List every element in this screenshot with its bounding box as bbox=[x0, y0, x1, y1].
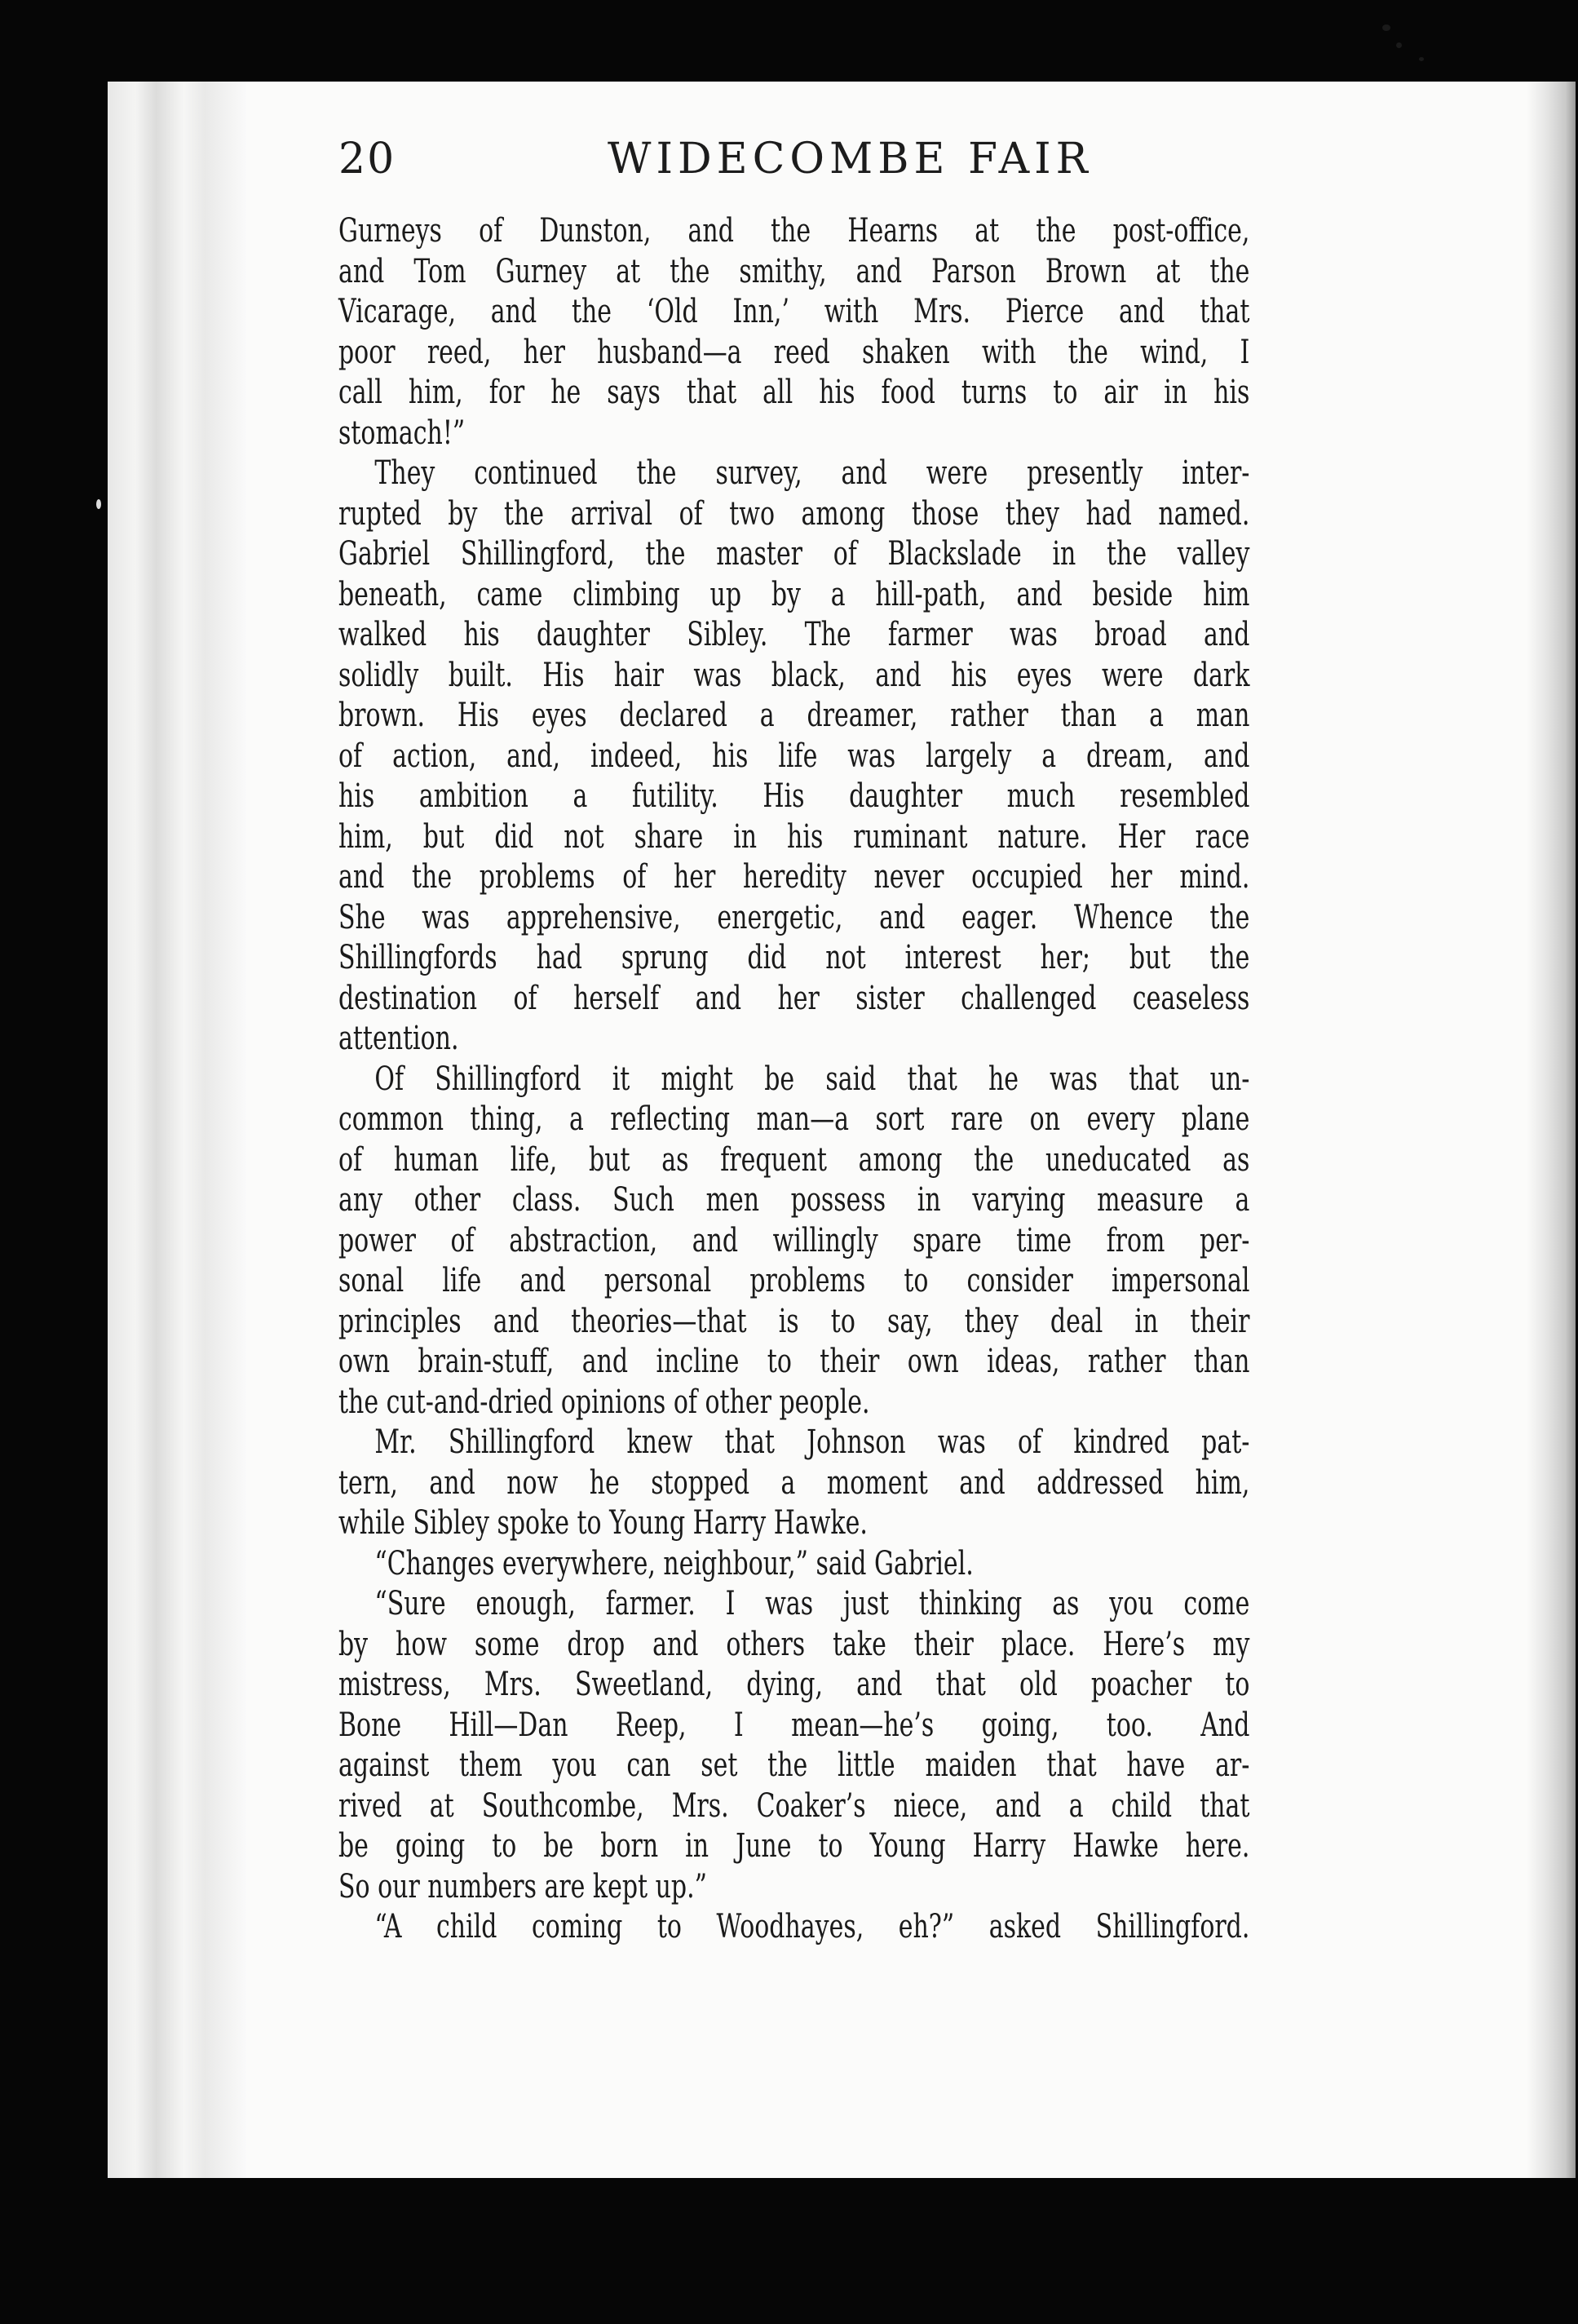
text-line: They continued the survey, and were presently inter- bbox=[374, 453, 1250, 492]
text-line: Gurneys of Dunston, and the Hearns at the post-office, bbox=[338, 210, 1250, 250]
text-line: Vicarage, and the ‘Old Inn,’ with Mrs. Pierce and that bbox=[338, 291, 1250, 330]
text-line: beneath, came climbing up by a hill-path, and beside him bbox=[338, 573, 1250, 613]
text-line: and Tom Gurney at the smithy, and Parson Brown at the bbox=[338, 250, 1250, 290]
page-number: 20 bbox=[338, 135, 396, 184]
text-line: of human life, but as frequent among the uneducated as bbox=[338, 1139, 1250, 1179]
text-line: “Sure enough, farmer. I was just thinking as you come bbox=[374, 1583, 1250, 1622]
text-line: attention. bbox=[338, 1018, 459, 1057]
text-line: common thing, a reflecting man—a sort rare on every plane bbox=[338, 1099, 1250, 1138]
page-outer-edge bbox=[1527, 82, 1576, 2178]
text-line: walked his daughter Sibley. The farmer was broad and bbox=[338, 614, 1250, 653]
text-line: So our numbers are kept up.” bbox=[338, 1866, 707, 1906]
text-line: She was apprehensive, energetic, and eager. Whence the bbox=[338, 896, 1250, 936]
text-line: Gabriel Shillingford, the master of Blackslade in the valley bbox=[338, 533, 1250, 573]
text-line: mistress, Mrs. Sweetland, dying, and that old poacher to bbox=[338, 1664, 1250, 1703]
text-line: own brain-stuff, and incline to their own ideas, rather than bbox=[338, 1341, 1250, 1380]
text-line: while Sibley spoke to Young Harry Hawke. bbox=[338, 1503, 868, 1542]
text-line: stomach!” bbox=[338, 412, 466, 452]
text-line: tern, and now he stopped a moment and addressed him, bbox=[338, 1462, 1250, 1502]
text-line: Of Shillingford it might be said that he was that un- bbox=[374, 1058, 1250, 1098]
text-line: be going to be born in June to Young Harry Hawke here. bbox=[338, 1826, 1250, 1865]
running-title: WIDECOMBE FAIR bbox=[608, 135, 1093, 184]
page-gutter-edge bbox=[108, 82, 246, 2178]
scan-speck bbox=[1419, 57, 1424, 61]
text-line: solidly built. His hair was black, and his eyes were dark bbox=[338, 654, 1250, 694]
text-line: principles and theories—that is to say, they deal in their bbox=[338, 1300, 1250, 1340]
text-line: Bone Hill—Dan Reep, I mean—he’s going, too. And bbox=[338, 1704, 1250, 1744]
scan-speck bbox=[1382, 24, 1390, 31]
text-line: of action, and, indeed, his life was largely a dream, and bbox=[338, 735, 1250, 775]
text-line: destination of herself and her sister challenged ceaseless bbox=[338, 977, 1250, 1017]
text-line: rived at Southcombe, Mrs. Coaker’s niece, and a child that bbox=[338, 1785, 1250, 1825]
text-line: by how some drop and others take their place. Here’s my bbox=[338, 1623, 1250, 1663]
scan-speck bbox=[1396, 42, 1402, 48]
text-line: his ambition a futility. His daughter much resembled bbox=[338, 776, 1250, 815]
text-line: brown. His eyes declared a dreamer, rather than a man bbox=[338, 695, 1250, 734]
text-line: Shillingfords had sprung did not interest her; but the bbox=[338, 937, 1250, 976]
text-line: the cut-and-dried opinions of other people. bbox=[338, 1381, 870, 1421]
running-header bbox=[338, 135, 1244, 192]
text-line: rupted by the arrival of two among those they had named. bbox=[338, 493, 1250, 533]
text-line: “A child coming to Woodhayes, eh?” asked Shillingford. bbox=[374, 1906, 1250, 1946]
text-line: Mr. Shillingford knew that Johnson was of kindred pat- bbox=[374, 1422, 1250, 1461]
scan-speck bbox=[96, 499, 101, 509]
text-line: any other class. Such men possess in varying measure a bbox=[338, 1180, 1250, 1219]
text-line: against them you can set the little maiden that have ar- bbox=[338, 1745, 1250, 1784]
text-line: poor reed, her husband—a reed shaken with the wind, I bbox=[338, 331, 1250, 371]
text-line: and the problems of her heredity never occupied her mind. bbox=[338, 857, 1250, 896]
text-line: sonal life and personal problems to consider impersonal bbox=[338, 1260, 1250, 1299]
text-line: power of abstraction, and willingly spare time from per- bbox=[338, 1220, 1250, 1259]
body-text bbox=[338, 210, 1249, 1947]
text-line: call him, for he says that all his food turns to air in his bbox=[338, 372, 1250, 411]
text-line: “Changes everywhere, neighbour,” said Gabriel. bbox=[374, 1543, 974, 1583]
text-line: him, but did not share in his ruminant nature. Her race bbox=[338, 816, 1250, 856]
